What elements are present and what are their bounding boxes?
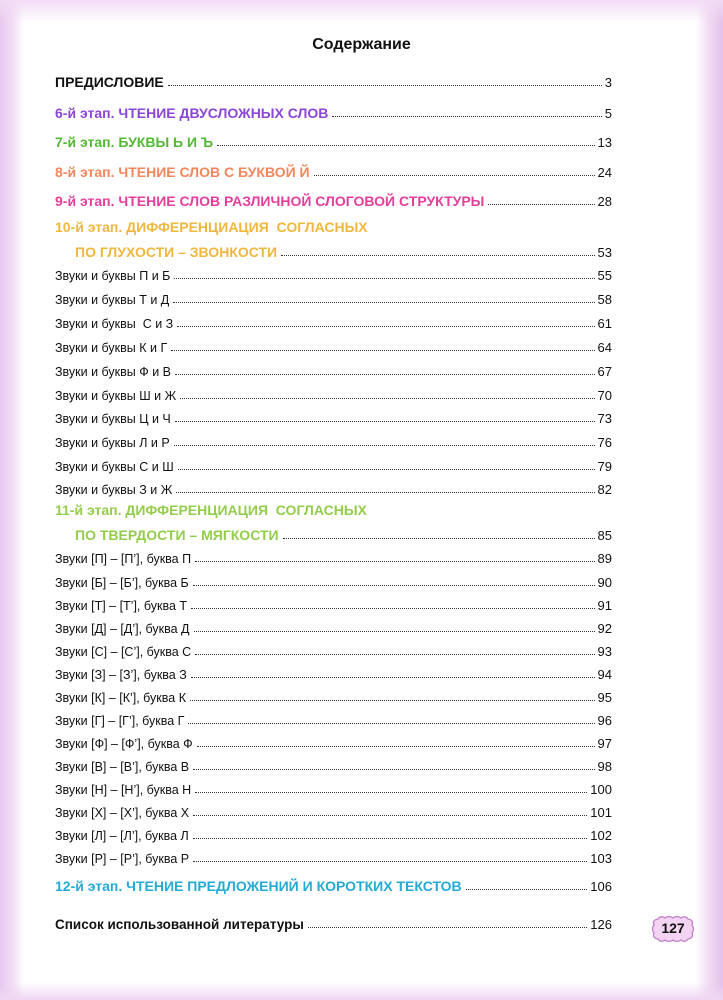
dot-leader xyxy=(194,631,595,632)
toc-page-number: 94 xyxy=(597,667,612,682)
dot-leader xyxy=(176,492,594,493)
toc-subentry[interactable] xyxy=(55,548,612,566)
dot-leader xyxy=(173,302,594,303)
toc-page-number: 73 xyxy=(597,411,612,426)
toc-entry-label: 6-й этап. ЧТЕНИЕ ДВУСЛОЖНЫХ СЛОВ xyxy=(55,105,329,121)
toc-entry-foreword[interactable] xyxy=(55,72,612,90)
toc-entry-label: Звуки [Т] – [Т’], буква Т xyxy=(55,599,188,613)
page-title: Содержание xyxy=(312,36,411,53)
toc-entry-label: Звуки [К] – [К’], буква К xyxy=(55,691,186,705)
toc-page-number: 64 xyxy=(597,340,612,355)
toc-page-number: 102 xyxy=(590,828,612,843)
toc-page-number: 106 xyxy=(590,879,612,894)
toc-entry-stage-6[interactable] xyxy=(55,103,612,121)
toc-entry-label: Звуки и буквы З и Ж xyxy=(55,483,173,497)
dot-leader xyxy=(193,838,588,839)
toc-page-number: 96 xyxy=(597,713,612,728)
toc-entry-label: Список использованной литературы xyxy=(55,917,304,932)
toc-entry-stage-12[interactable] xyxy=(55,876,612,894)
toc-subentry[interactable] xyxy=(55,664,612,682)
dot-leader xyxy=(195,654,594,655)
toc-page-number: 24 xyxy=(597,165,612,180)
toc-entry-label: ПО ТВЕРДОСТИ – МЯГКОСТИ xyxy=(75,527,279,543)
toc-entry-label: ПО ГЛУХОСТИ – ЗВОНКОСТИ xyxy=(75,244,278,260)
toc-page-number: 3 xyxy=(604,75,612,90)
dot-leader xyxy=(308,927,587,928)
toc-subentry[interactable] xyxy=(55,802,612,820)
toc-page-number: 93 xyxy=(597,644,612,659)
toc-entry-label: Звуки и буквы Ф и В xyxy=(55,365,172,379)
dot-leader xyxy=(193,861,587,862)
dot-leader xyxy=(175,421,595,422)
toc-page-number: 70 xyxy=(597,388,612,403)
toc-entry-label: Звуки [Л] – [Л’], буква Л xyxy=(55,829,189,843)
toc-subentry[interactable] xyxy=(55,618,612,636)
page-number: 127 xyxy=(661,920,685,936)
toc-entry-label: Звуки и буквы С и Ш xyxy=(55,460,174,474)
toc-page-number: 67 xyxy=(597,364,612,379)
dot-leader xyxy=(193,815,587,816)
toc-subentry[interactable] xyxy=(55,361,612,379)
toc-page-number: 100 xyxy=(590,782,612,797)
dot-leader xyxy=(488,204,594,205)
dot-leader xyxy=(180,398,594,399)
toc-entry-label: Звуки [С] – [С’], буква С xyxy=(55,645,192,659)
page-bottom-shade xyxy=(0,982,723,1000)
toc-subentry[interactable] xyxy=(55,779,612,797)
toc-subentry[interactable] xyxy=(55,479,612,497)
dot-leader xyxy=(168,85,602,86)
toc-subentry[interactable] xyxy=(55,641,612,659)
toc-entry-bibliography[interactable] xyxy=(55,914,612,932)
toc-entry-label: Звуки [З] – [З’], буква З xyxy=(55,668,187,682)
toc-subentry[interactable] xyxy=(55,408,612,426)
toc-page-number: 95 xyxy=(597,690,612,705)
toc-page-number: 82 xyxy=(597,482,612,497)
toc-entry-stage-10-line1[interactable]: 10-й этап. ДИФФЕРЕНЦИАЦИЯ СОГЛАСНЫХ xyxy=(55,219,368,235)
dot-leader xyxy=(188,723,594,724)
toc-subentry[interactable] xyxy=(55,572,612,590)
toc-subentry[interactable] xyxy=(55,289,612,307)
toc-entry-label: 8-й этап. ЧТЕНИЕ СЛОВ С БУКВОЙ Й xyxy=(55,164,310,180)
toc-entry-stage-9[interactable] xyxy=(55,191,612,209)
toc-entry-label: Звуки [Б] – [Б’], буква Б xyxy=(55,576,189,590)
toc-page-number: 53 xyxy=(597,245,612,260)
toc-subentry[interactable] xyxy=(55,313,612,331)
toc-page-number: 79 xyxy=(597,459,612,474)
dot-leader xyxy=(191,677,595,678)
toc-subentry[interactable] xyxy=(55,265,612,283)
toc-page-number: 103 xyxy=(590,851,612,866)
toc-page-number: 91 xyxy=(597,598,612,613)
toc-entry-label: Звуки и буквы Т и Д xyxy=(55,293,170,307)
dot-leader xyxy=(174,278,594,279)
toc-subentry[interactable] xyxy=(55,595,612,613)
dot-leader xyxy=(217,145,594,146)
toc-page-number: 13 xyxy=(597,135,612,150)
dot-leader xyxy=(195,792,587,793)
toc-page-number: 85 xyxy=(597,528,612,543)
toc-entry-label: Звуки и буквы Л и Р xyxy=(55,436,170,450)
toc-page-number: 89 xyxy=(597,551,612,566)
toc-entry-label: Звуки [Р] – [Р’], буква Р xyxy=(55,852,190,866)
dot-leader xyxy=(174,445,595,446)
toc-entry-label: Звуки [П] – [П’], буква П xyxy=(55,552,192,566)
toc-subentry[interactable] xyxy=(55,432,612,450)
toc-entry-stage-10[interactable] xyxy=(75,242,612,260)
toc-subentry[interactable] xyxy=(55,848,612,866)
dot-leader xyxy=(283,538,595,539)
toc-page-number: 97 xyxy=(597,736,612,751)
toc-page-number: 101 xyxy=(590,805,612,820)
dot-leader xyxy=(193,769,594,770)
dot-leader xyxy=(177,326,594,327)
toc-entry-label: 9-й этап. ЧТЕНИЕ СЛОВ РАЗЛИЧНОЙ СЛОГОВОЙ СТРУКТУРЫ xyxy=(55,193,485,209)
toc-entry-label: Звуки и буквы Ц и Ч xyxy=(55,412,171,426)
toc-entry-label: Звуки [Ф] – [Ф’], буква Ф xyxy=(55,737,193,751)
dot-leader xyxy=(193,585,595,586)
page-number-badge xyxy=(651,915,695,943)
dot-leader xyxy=(191,608,594,609)
dot-leader xyxy=(175,374,595,375)
toc-page-number: 92 xyxy=(597,621,612,636)
toc-entry-label: Звуки [Х] – [Х’], буква Х xyxy=(55,806,190,820)
toc-page-number: 90 xyxy=(597,575,612,590)
toc-entry-stage-11[interactable] xyxy=(75,525,612,543)
toc-entry-label: Звуки [Н] – [Н’], буква Н xyxy=(55,783,192,797)
toc-subentry[interactable] xyxy=(55,733,612,751)
toc-page-number: 58 xyxy=(597,292,612,307)
toc-subentry[interactable] xyxy=(55,756,612,774)
toc-page-number: 76 xyxy=(597,435,612,450)
dot-leader xyxy=(197,746,595,747)
toc-entry-label: Звуки и буквы Ш и Ж xyxy=(55,389,177,403)
toc-entry-label: Звуки и буквы С и З xyxy=(55,317,174,331)
page-top-shade xyxy=(0,0,723,22)
dot-leader xyxy=(466,889,588,890)
dot-leader xyxy=(281,255,594,256)
toc-subentry[interactable] xyxy=(55,385,612,403)
toc-page-number: 28 xyxy=(597,194,612,209)
toc-entry-stage-8[interactable] xyxy=(55,162,612,180)
toc-entry-label: Звуки и буквы К и Г xyxy=(55,341,168,355)
toc-page-number: 55 xyxy=(597,268,612,283)
toc-entry-label: ПРЕДИСЛОВИЕ xyxy=(55,74,164,90)
toc-entry-label: Звуки и буквы П и Б xyxy=(55,269,171,283)
toc-entry-stage-7[interactable] xyxy=(55,132,612,150)
toc-subentry[interactable] xyxy=(55,337,612,355)
dot-leader xyxy=(178,469,595,470)
dot-leader xyxy=(332,116,601,117)
toc-subentry[interactable] xyxy=(55,687,612,705)
dot-leader xyxy=(195,561,594,562)
dot-leader xyxy=(171,350,594,351)
toc-page-number: 98 xyxy=(597,759,612,774)
toc-page-number: 61 xyxy=(597,316,612,331)
toc-entry-label: Звуки [Г] – [Г’], буква Г xyxy=(55,714,185,728)
toc-entry-stage-11-line1[interactable]: 11-й этап. ДИФФЕРЕНЦИАЦИЯ СОГЛАСНЫХ xyxy=(55,502,367,518)
toc-subentry[interactable] xyxy=(55,456,612,474)
toc-entry-label: 12-й этап. ЧТЕНИЕ ПРЕДЛОЖЕНИЙ И КОРОТКИХ ТЕКСТОВ xyxy=(55,878,462,894)
toc-entry-label: Звуки [В] – [В’], буква В xyxy=(55,760,190,774)
toc-page-number: 126 xyxy=(590,917,612,932)
dot-leader xyxy=(190,700,595,701)
toc-subentry[interactable] xyxy=(55,710,612,728)
toc-entry-label: Звуки [Д] – [Д’], буква Д xyxy=(55,622,190,636)
dot-leader xyxy=(314,175,595,176)
toc-page-number: 5 xyxy=(604,106,612,121)
toc-subentry[interactable] xyxy=(55,825,612,843)
toc-entry-label: 7-й этап. БУКВЫ Ь И Ъ xyxy=(55,134,214,150)
